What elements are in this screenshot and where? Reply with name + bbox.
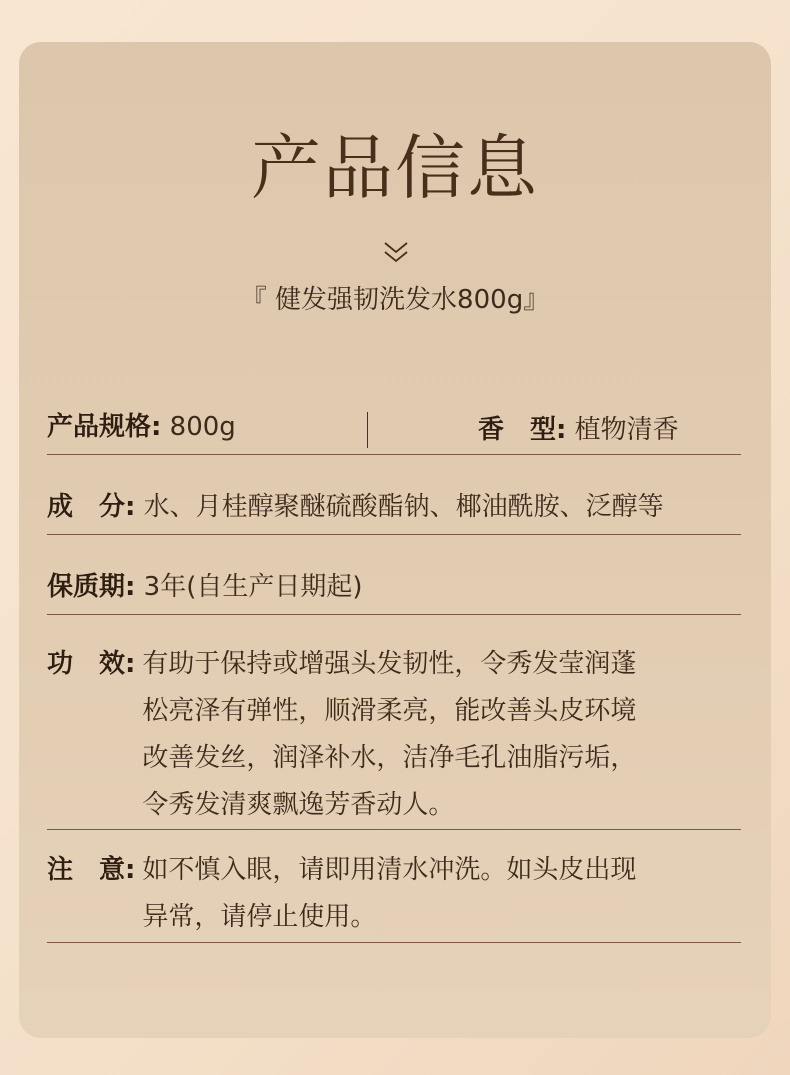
double-chevron-down-icon [382,240,410,266]
scent-label: 香 型: [478,415,567,445]
page-title: 产品信息 [251,127,539,209]
divider [47,829,741,830]
ingredients-label: 成 分: [47,492,136,522]
effect-label: 功 效: [47,649,136,679]
effect-line: 改善发丝，润泽补水，洁净毛孔油脂污垢， [142,743,637,773]
product-name: 『 健发强韧洗发水800g』 [240,285,550,315]
caution-line: 异常，请停止使用。 [142,902,377,932]
shelf-life-row [47,564,747,611]
column-separator [367,412,368,448]
spec-label: 产品规格: [47,412,162,442]
effect-line: 松亮泽有弹性，顺滑柔亮，能改善头皮环境 [142,696,637,726]
spec-value: 800g [161,412,236,442]
divider [47,942,741,943]
caution-line: 如不慎入眼，请即用清水冲洗。如头皮出现 [142,855,637,885]
shelf-life-label: 保质期: [47,572,136,602]
divider [47,614,741,615]
ingredients-value: 水、月桂醇聚醚硫酸酯钠、椰油酰胺、泛醇等 [135,492,664,522]
effect-line: 有助于保持或增强头发韧性，令秀发莹润蓬 [142,649,637,679]
ingredients-row [47,484,757,531]
effect-row [47,641,747,829]
effect-line: 令秀发清爽飘逸芳香动人。 [142,790,455,820]
scent-row [478,407,748,454]
divider [47,454,741,455]
caution-row [47,847,747,941]
divider [47,534,741,535]
shelf-life-value: 3年(自生产日期起) [135,572,363,602]
caution-value [135,847,747,941]
scent-value: 植物清香 [566,415,679,445]
caution-label: 注 意: [47,855,136,885]
effect-value [135,641,747,829]
